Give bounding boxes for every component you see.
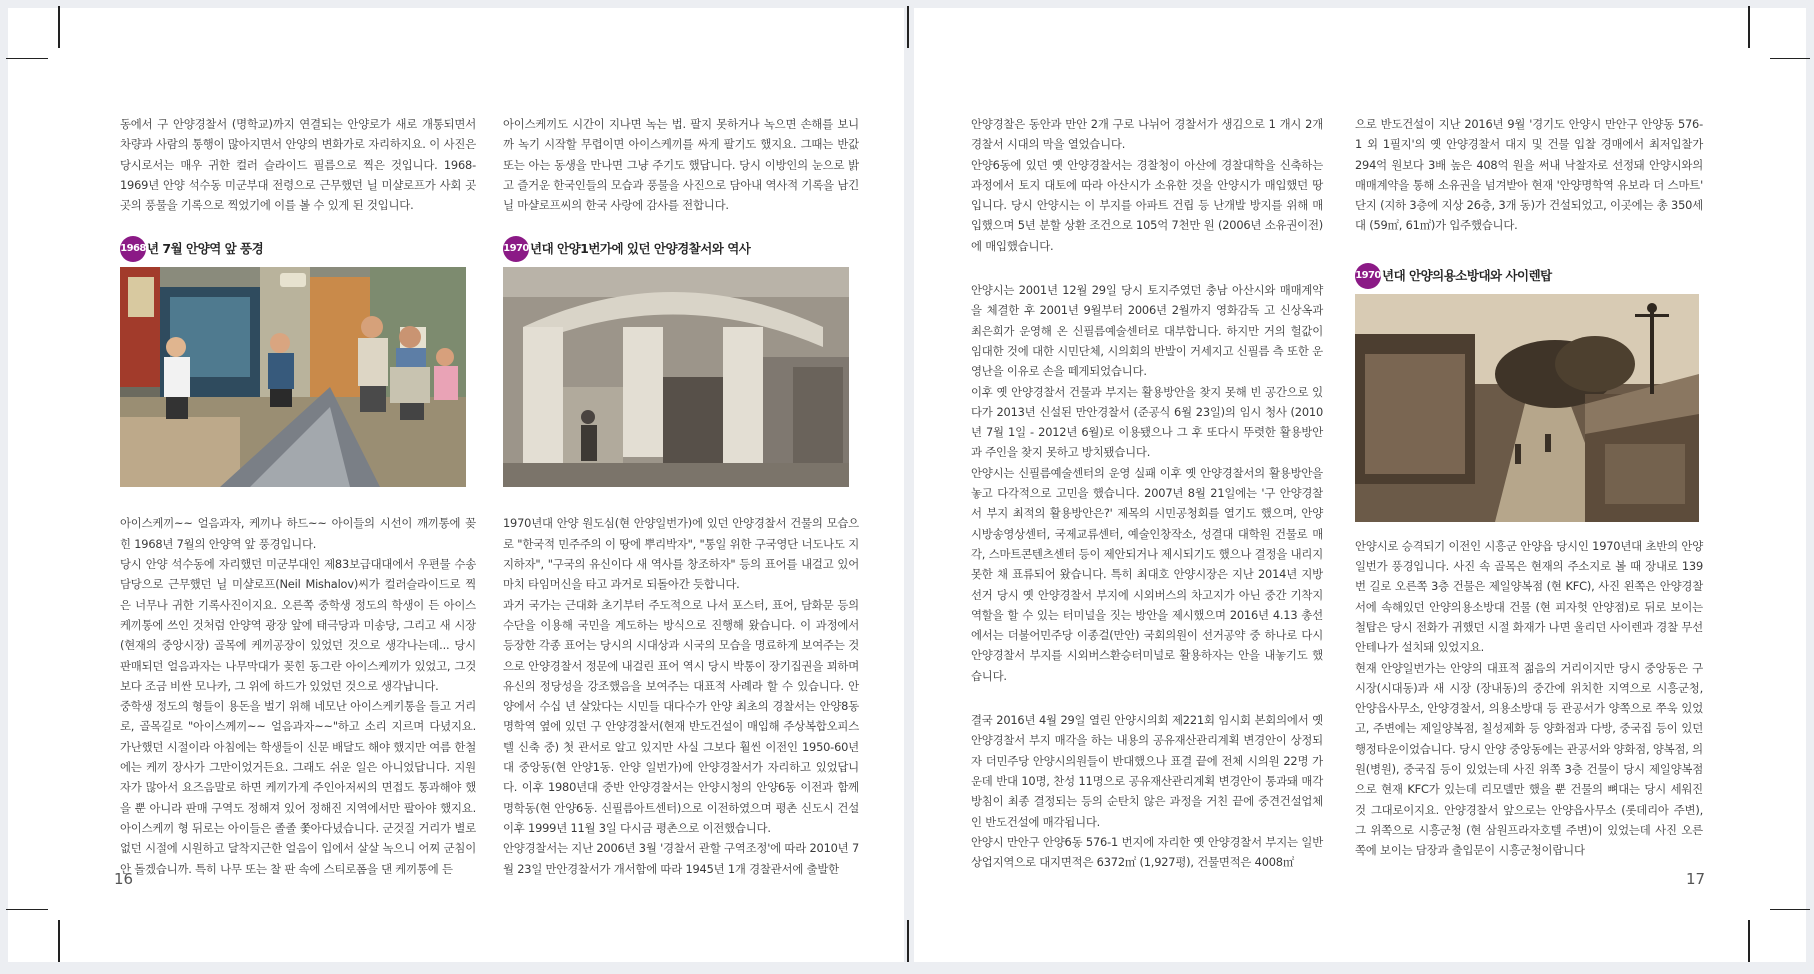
crop-mark xyxy=(1770,58,1810,59)
left-col1-body: 아이스케끼~~ 얼음과자, 케끼나 하드~~ 아이들의 시선이 깨끼통에 꽂힌 1968년 7월의 안양역 앞 풍경입니다. 당시 안양 석수동에 자리했던 미군부대인 제83보급대대에서 우편물 수송담당으로 근무했던 닐 미샬로프(Neil Mishalov)씨가 컬러슬라이드로 찍은 너무나 귀한 기록사진이지요. 오른쪽 중학생 정도의 학생이 든 아이스케끼통에 쓰인 것처럼 안양역 광장 앞에 태극당과 미송당, 그리고 새 시장 (현재의 중앙시장) 골목에 케끼공장이 있었던 것으로 생각나는데... 당시 판매되던 얼음과자는 나무막대가 꽂힌 동그란 아이스케끼가 있었고, 그것보다 조금 비싼 모나카, 그 위에 하드가 있었던 것으로 생각납니다. 중학생 정도의 형들이 용돈을 벌기 위해 네모난 아이스케키통을 들고 거리로, 골목길로 "아이스께끼~~ 얼음과자~~"하고 소리 지르며 다녔지요. 가난했던 시절이라 아침에는 학생들이 신문 배달도 해야 했지만 여름 한철에는 케끼 장사가 그만이었거든요. 그래도 쉬운 일은 아니었답니다. 지원자가 많아서 요즈음말로 하면 케끼가게 주인아저씨의 면접도 통과해야 했을 뿐 아니라 판매 구역도 정해져 있어 정해진 지역에서만 팔아야 했지요. 아이스케끼 형 뒤로는 아이들은 졸졸 쫓아다녔습니다. 군것질 거리가 별로 없던 시절에 시원하고 달착지근한 얼음이 입에서 살살 녹으니 어찌 군침이 안 돌겠습니까. 특히 나무 또는 찰 판 속에 스티로폼을 댄 케끼통에 든 xyxy=(120,516,476,876)
right-col1-body2: 안양시는 2001년 12월 29일 당시 토지주였던 충남 아산시와 매매계약을 체결한 후 2001년 9월부터 2006년 2월까지 영화감독 고 신상옥과 최은희가 운영해 온 신필름예술센터로 대부합니다. 하지만 거의 헐값이 임대한 것에 대한 시민단체, 시의회의 반발이 거세지고 신필름 측 또한 운영난을 이유로 손을 떼게되었습니다. 이후 옛 안양경찰서 건물과 부지는 활용방안을 찾지 못해 빈 공간으로 있다가 2013년 신설된 만안경찰서 (준공식 6월 23일)의 임시 청사 (2010년 7월 1일 - 2012년 6월)로 이용됐으나 그 후 또다시 뚜렷한 활용방안과 주인을 찾지 못하고 방치됐습니다. 안양시는 신필름예술센터의 운영 실패 이후 옛 안양경찰서의 활용방안을 놓고 다각적으로 고민을 했습니다. 2007년 8월 21일에는 '구 안양경찰서 부지 최적의 활용방안은?' 제목의 시민공청회를 열기도 했으며, 안양시방송영상센터, 국제교류센터, 예술인창작소, 성결대 대학원 건물로 매각, 스마트콘텐츠센터 등이 제안되거나 제시되기도 했으나 결정을 내리지 못한 채 표류되어 왔습니다. 특히 최대호 안양시장은 지난 2014년 지방선거 당시 옛 안양경찰서 부지에 시외버스의 차고지가 아닌 중간 기착지 역할을 할 수 있는 터미널을 짓는 방안을 제시했으며 2016년 4.13 총선에서는 더불어민주당 이종걸(만안) 국회의원이 선거공약 중 하나로 다시 안양경찰서 부지를 시외버스환승터미널로 활용하자는 안을 내놓기도 했습니다. xyxy=(971,283,1323,683)
crop-mark xyxy=(1748,6,1750,48)
left-column-1 xyxy=(120,114,476,879)
right-column-2 xyxy=(1355,114,1703,861)
photo-caption-1970-fire xyxy=(1355,262,1703,290)
right-col2-intro: 으로 반도건설이 지난 2016년 9월 '경기도 안양시 만안구 안양동 576-1 외 1필지'의 옛 안양경찰서 대지 및 건물 입찰 경매에서 최저입찰가 294억 원보다 3배 높은 408억 원을 써내 낙찰자로 선정돼 안양시와의 매매계약을 통해 소유권을 넘겨받아 현재 '안양명학역 유보라 더 스마트' 단지 (지하 3층에 지상 26층, 3개 동)가 건설되었고, 이곳에는 총 350세대 (59㎡, 61㎡)가 입주했습니다. xyxy=(1355,117,1703,233)
left-col1-intro: 동에서 구 안양경찰서 (명학교)까지 연결되는 안양로가 새로 개통되면서 차량과 사람의 통행이 많아지면서 안양의 변화가로 자리하지요. 이 사진은 당시로서는 매우 귀한 컬러 슬라이드 필름으로 찍은 것입니다. 1968-1969년 안양 석수동 미군부대 전령으로 근무했던 닐 미샬로프가 사회 곳곳의 풍물을 기록으로 찍었기에 이를 볼 수 있게 된 것입니다. xyxy=(120,117,476,213)
right-column-1 xyxy=(971,114,1323,872)
photo-illustration xyxy=(503,267,849,487)
photo-anyang-police-station-1970 xyxy=(503,267,849,487)
year-badge: 1968 xyxy=(120,236,146,262)
crop-mark xyxy=(6,58,48,59)
right-col1-body: 안양경찰은 동안과 만안 2개 구로 나뉘어 경찰서가 생김으로 1 개시 2개 경찰서 시대의 막을 열었습니다. 안양6동에 있던 옛 안양경찰서는 경찰청이 아산에 경찰대학을 신축하는 과정에서 토지 대토에 따라 아산시가 소유한 것을 안양시가 매입했던 땅입니다. 당시 안양시는 이 부지를 아파트 건립 등 난개발 방지를 위해 매입했으며 5년 분할 상환 조건으로 105억 7천만 원 (2006년 소유권이전)에 매입했습니다. xyxy=(971,117,1323,253)
crop-mark xyxy=(58,6,60,48)
left-col2-body: 1970년대 안양 원도심(현 안양일번가)에 있던 안양경찰서 건물의 모습으로 "한국적 민주주의 이 땅에 뿌리박자", "통일 위한 구국영단 너도나도 지지하자", "구국의 유신이다 새 역사를 창조하자" 등의 표어를 내걸고 있어 마치 타임머신을 타고 과거로 되돌아간 듯합니다. 과거 국가는 근대화 초기부터 주도적으로 나서 포스터, 표어, 담화문 등의 수단을 이용해 국민을 계도하는 방식으로 진행해 왔습니다. 이 과정에서 등장한 각종 표어는 당시의 시대상과 시국의 모습을 명료하게 보여주는 것으로 안양경찰서 정문에 내걸린 표어 역시 당시 박통이 장기집권을 꾀하며 유신의 정당성을 강조했음을 보여주는 대표적 사례라 할 수 있습니다. 안양에서 수십 년 살았다는 시민들 대다수가 안양 최초의 경찰서는 안양8동 명학역 옆에 있던 구 안양경찰서(현재 반도건설이 매입해 주상복합오피스텔 신축 중) 첫 관서로 알고 있지만 사실 그보다 훨씬 이전인 1950-60년대 중앙동(현 안양1동. 안양 일번가)에 안양경찰서가 자리하고 있었답니다. 이후 1980년대 중반 안양경찰서는 안양시청의 안양6동 이전과 함께 명학동(현 안양6동. 신필름아트센터)으로 이전하였으며 평촌 신도시 건설 이후 1999년 11월 3일 다시금 평촌으로 이전했습니다. 안양경찰서는 지난 2006년 3월 '경찰서 관할 구역조정'에 따라 2010년 7월 23일 만안경찰서가 개서함에 따라 1945년 1개 경찰관서에 출발한 xyxy=(503,516,859,876)
caption-text: 년대 안양1번가에 있던 안양경찰서와 역사 xyxy=(530,241,751,257)
right-page xyxy=(914,8,1806,962)
crop-mark xyxy=(907,6,909,48)
year-badge: 1970 xyxy=(1355,263,1381,289)
crop-mark xyxy=(1770,909,1810,910)
photo-anyang-station-1968 xyxy=(120,267,466,487)
left-col2-intro: 아이스케끼도 시간이 지나면 녹는 법. 팔지 못하거나 녹으면 손해를 보니까 녹기 시작할 무렵이면 아이스케끼를 싸게 팔기도 했지요. 그때는 반값 또는 아는 동생을 만나면 그냥 주기도 했답니다. 당시 이방인의 눈으로 밝고 즐거운 한국인들의 모습과 풍물을 사진으로 담아내 역사적 기록을 남긴 닐 마샬로프씨의 한국 사랑에 감사를 전합니다. xyxy=(503,117,859,213)
photo-illustration xyxy=(120,267,466,487)
caption-text: 년 7월 안양역 앞 풍경 xyxy=(147,241,264,257)
crop-mark xyxy=(6,909,48,910)
page-number-right: 17 xyxy=(1686,870,1706,888)
crop-mark xyxy=(1748,920,1750,962)
right-col1-body3: 결국 2016년 4월 29일 열린 안양시의회 제221회 임시회 본회의에서 옛 안양경찰서 부지 매각을 하는 내용의 공유재산관리계획 변경안이 상정되자 더민주당 안양시의원들이 반대했으나 표결 끝에 전체 시의원 22명 가운데 반대 10명, 찬성 11명으로 공유재산관리계획 변경안이 통과돼 매각 방침이 최종 결정되는 등의 순탄치 않은 과정을 거친 끝에 중견건설업체인 반도건설에 매각됩니다. 안양시 만안구 안양6동 576-1 번지에 자리한 옛 안양경찰서 부지는 일반상업지역으로 대지면적은 6372㎡ (1,927평), 건물면적은 4008㎡ xyxy=(971,713,1323,870)
right-col2-body: 안양시로 승격되기 이전인 시흥군 안양읍 당시인 1970년대 초반의 안양일번가 풍경입니다. 사진 속 골목은 현재의 주소지로 볼 때 장내로 139번 길로 오른쪽 3층 건물은 제일양복점 (현 KFC), 사진 왼쪽은 안양경찰서에 속해있던 안양의용소방대 건물 (현 피자헛 안양점)로 뒤로 보이는 철탑은 당시 전화가 귀했던 시절 화재가 나면 울리던 사이렌과 경찰 무선 안테나가 설치돼 있었지요. 현재 안양일번가는 안양의 대표적 젊음의 거리이지만 당시 중앙동은 구시장(시대동)과 새 시장 (장내동)의 중간에 위치한 지역으로 시흥군청, 안양읍사무소, 안양경찰서, 의용소방대 등 관공서가 양쪽으로 쭈욱 있었고, 주변에는 제일양복점, 칠성제화 등 양화점과 다방, 중국집 등이 있던 행정타운이었습니다. 당시 안양 중앙동에는 관공서와 양화점, 양복점, 의원(병원), 중국집 등이 있었는데 사진 위쪽 3층 건물이 당시 제일양복점으로 현재 KFC가 있는데 리모델만 했을 뿐 건물의 뼈대는 당시 세워진 것 그대로이지요. 안양경찰서 앞으로는 안양읍사무소 (롯데리아 주변), 그 위쪽으로 시흥군청 (현 삼원프라자호텔 주변)이 있었는데 사진 오른쪽에 보이는 담장과 출입문이 시흥군청이랍니다 xyxy=(1355,538,1703,858)
crop-mark xyxy=(907,920,909,962)
photo-illustration xyxy=(1355,294,1699,522)
photo-caption-1970-police xyxy=(503,235,859,263)
crop-mark xyxy=(58,920,60,962)
photo-caption-1968 xyxy=(120,235,476,263)
left-column-2 xyxy=(503,114,859,879)
photo-fire-brigade-1970 xyxy=(1355,294,1699,522)
year-badge: 1970 xyxy=(503,236,529,262)
left-page xyxy=(8,8,904,962)
page-number-left: 16 xyxy=(114,870,134,888)
caption-text: 년대 안양의용소방대와 사이렌탑 xyxy=(1382,267,1552,283)
